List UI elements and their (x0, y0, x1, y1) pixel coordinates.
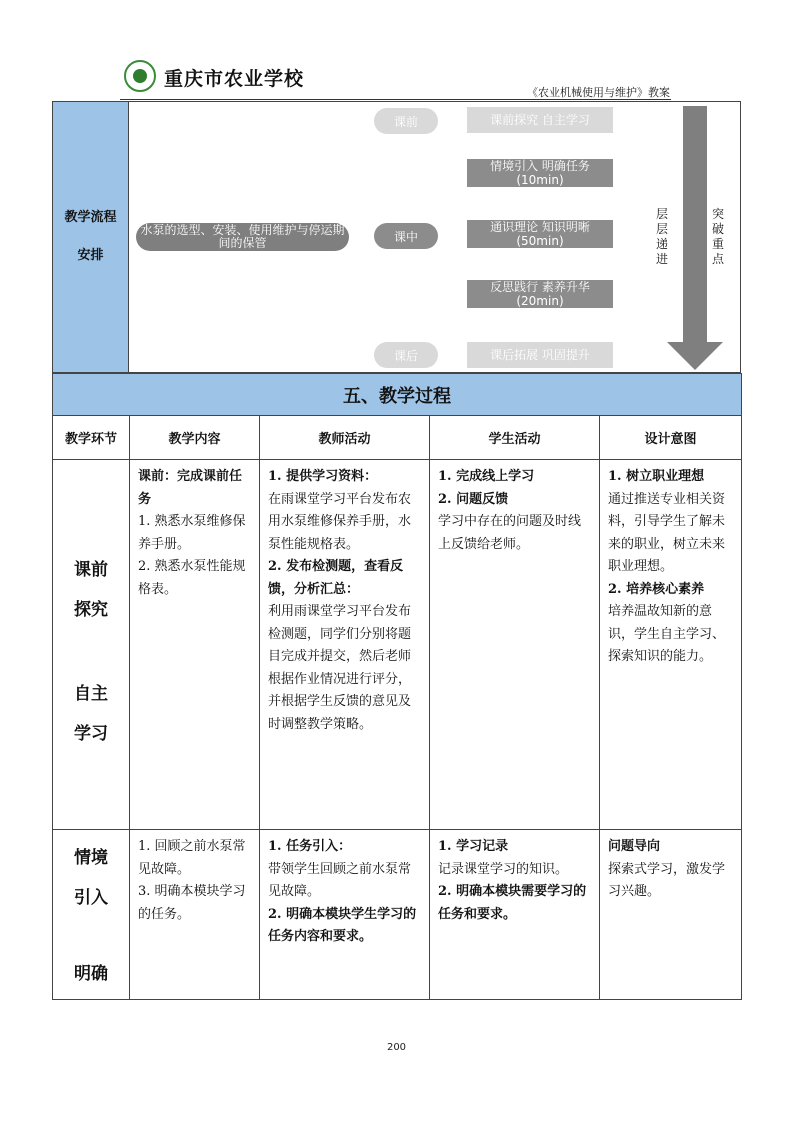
cell-text: 利用雨课堂学习平台发布检测题，同学们分别将题目完成并提交，然后老师根据作业情况进行评分，并根据学生反馈的意见及时调整教学策略。 (268, 604, 412, 732)
cell-text: 2. 熟悉水泵性能规格表。 (138, 559, 246, 597)
phase-in-class: 课中 (374, 223, 438, 249)
cell-text: 2. 问题反馈 (438, 491, 509, 507)
cell-text: 记录课堂学习的知识。 (438, 861, 569, 877)
teacher-cell (260, 830, 430, 1000)
phase-before-class: 课前 (374, 108, 438, 134)
column-header: 教学内容 (130, 416, 260, 460)
table-row (53, 830, 742, 1000)
cell-text: 2. 明确本模块学生学习的任务内容和要求。 (268, 906, 417, 944)
stage-text: 引入 (74, 888, 108, 908)
flow-step (467, 107, 613, 133)
cell-text: 带领学生回顾之前水泵常见故障。 (268, 861, 412, 899)
flow-topic: 水泵的选型、安装、使用维护与停运期间的保管 (136, 223, 349, 251)
stage-text: 情境 (74, 848, 108, 868)
teaching-process-table (52, 373, 742, 1000)
stage-cell (53, 830, 130, 1000)
cell-text: 1. 完成线上学习 (438, 469, 535, 484)
stage-text: 自主 (74, 684, 108, 704)
table-header-row (53, 416, 742, 460)
flow-step (467, 280, 613, 308)
cell-text: 2. 发布检测题，查看反馈，分析汇总： (268, 559, 404, 597)
flow-step (467, 342, 613, 368)
flow-label-line1: 教学流程 (64, 210, 117, 225)
stage-text: 探究 (74, 600, 108, 620)
cell-text: 在雨课堂学习平台发布农用水泵维修保养手册，水泵性能规格表。 (268, 491, 412, 552)
cell-text: 课前：完成课前任务 (138, 469, 243, 507)
stage-text: 学习 (74, 724, 108, 744)
cell-text: 通过推送专业相关资料，引导学生了解未来的职业，树立未来职业理想。 (608, 491, 726, 574)
header-divider (120, 99, 671, 100)
cell-text: 1. 学习记录 (438, 839, 509, 854)
column-header: 学生活动 (430, 416, 600, 460)
flow-label-line2: 安排 (77, 248, 104, 263)
student-cell (430, 460, 600, 830)
content-cell (130, 460, 260, 830)
cell-text: 培养温故知新的意识，学生自主学习、探索知识的能力。 (608, 604, 726, 664)
flow-step-title: 课后拓展 巩固提升 (490, 348, 590, 362)
stage-text: 明确 (74, 964, 108, 984)
cell-text: 1. 树立职业理想 (608, 469, 705, 484)
flow-step-title: 情境引入 明确任务 (490, 159, 590, 173)
column-header: 设计意图 (600, 416, 742, 460)
student-cell (430, 830, 600, 1000)
cell-text: 1. 提供学习资料： (268, 469, 378, 484)
cell-text: 2. 培养核心素养 (608, 581, 705, 597)
flow-step-time: (50min) (516, 234, 564, 248)
table-row (53, 460, 742, 830)
flow-step-time: (20min) (516, 294, 564, 308)
stage-cell (53, 460, 130, 830)
cell-text: 探索式学习，激发学习兴趣。 (608, 861, 726, 899)
flow-step-title: 课前探究 自主学习 (490, 113, 590, 127)
cell-text: 问题导向 (608, 839, 661, 854)
column-header: 教师活动 (260, 416, 430, 460)
stage-text: 课前 (74, 560, 108, 580)
school-name: 重庆市农业学校 (164, 68, 305, 90)
content-cell (130, 830, 260, 1000)
document-title: 《农业机械使用与维护》教案 (527, 86, 670, 99)
arrow-left-text: 层层递进 (655, 207, 668, 266)
flow-step-time: (10min) (516, 173, 564, 187)
intent-cell (600, 830, 742, 1000)
flow-label (53, 102, 129, 372)
page-number: 200 (386, 1042, 407, 1053)
flow-step-title: 通识理论 知识明晰 (490, 220, 590, 234)
flow-step (467, 220, 613, 248)
school-logo-icon (124, 60, 156, 92)
arrow-right-text: 突破重点 (711, 207, 724, 266)
teacher-cell (260, 460, 430, 830)
column-header: 教学环节 (53, 416, 130, 460)
cell-text: 2. 明确本模块需要学习的任务和要求。 (438, 884, 587, 922)
teaching-flow-section (52, 101, 741, 373)
page-header (120, 58, 740, 98)
cell-text: 3. 明确本模块学习的任务。 (138, 884, 246, 922)
cell-text: 1. 任务引入： (268, 839, 352, 854)
section-title: 五、教学过程 (53, 374, 742, 416)
intent-cell (600, 460, 742, 830)
phase-after-class: 课后 (374, 342, 438, 368)
flow-step (467, 159, 613, 187)
cell-text: 学习中存在的问题及时线上反馈给老师。 (438, 514, 582, 552)
cell-text: 1. 回顾之前水泵常见故障。 (138, 839, 246, 877)
flow-step-title: 反思践行 素养升华 (490, 280, 590, 294)
cell-text: 1. 熟悉水泵维修保养手册。 (138, 514, 246, 552)
